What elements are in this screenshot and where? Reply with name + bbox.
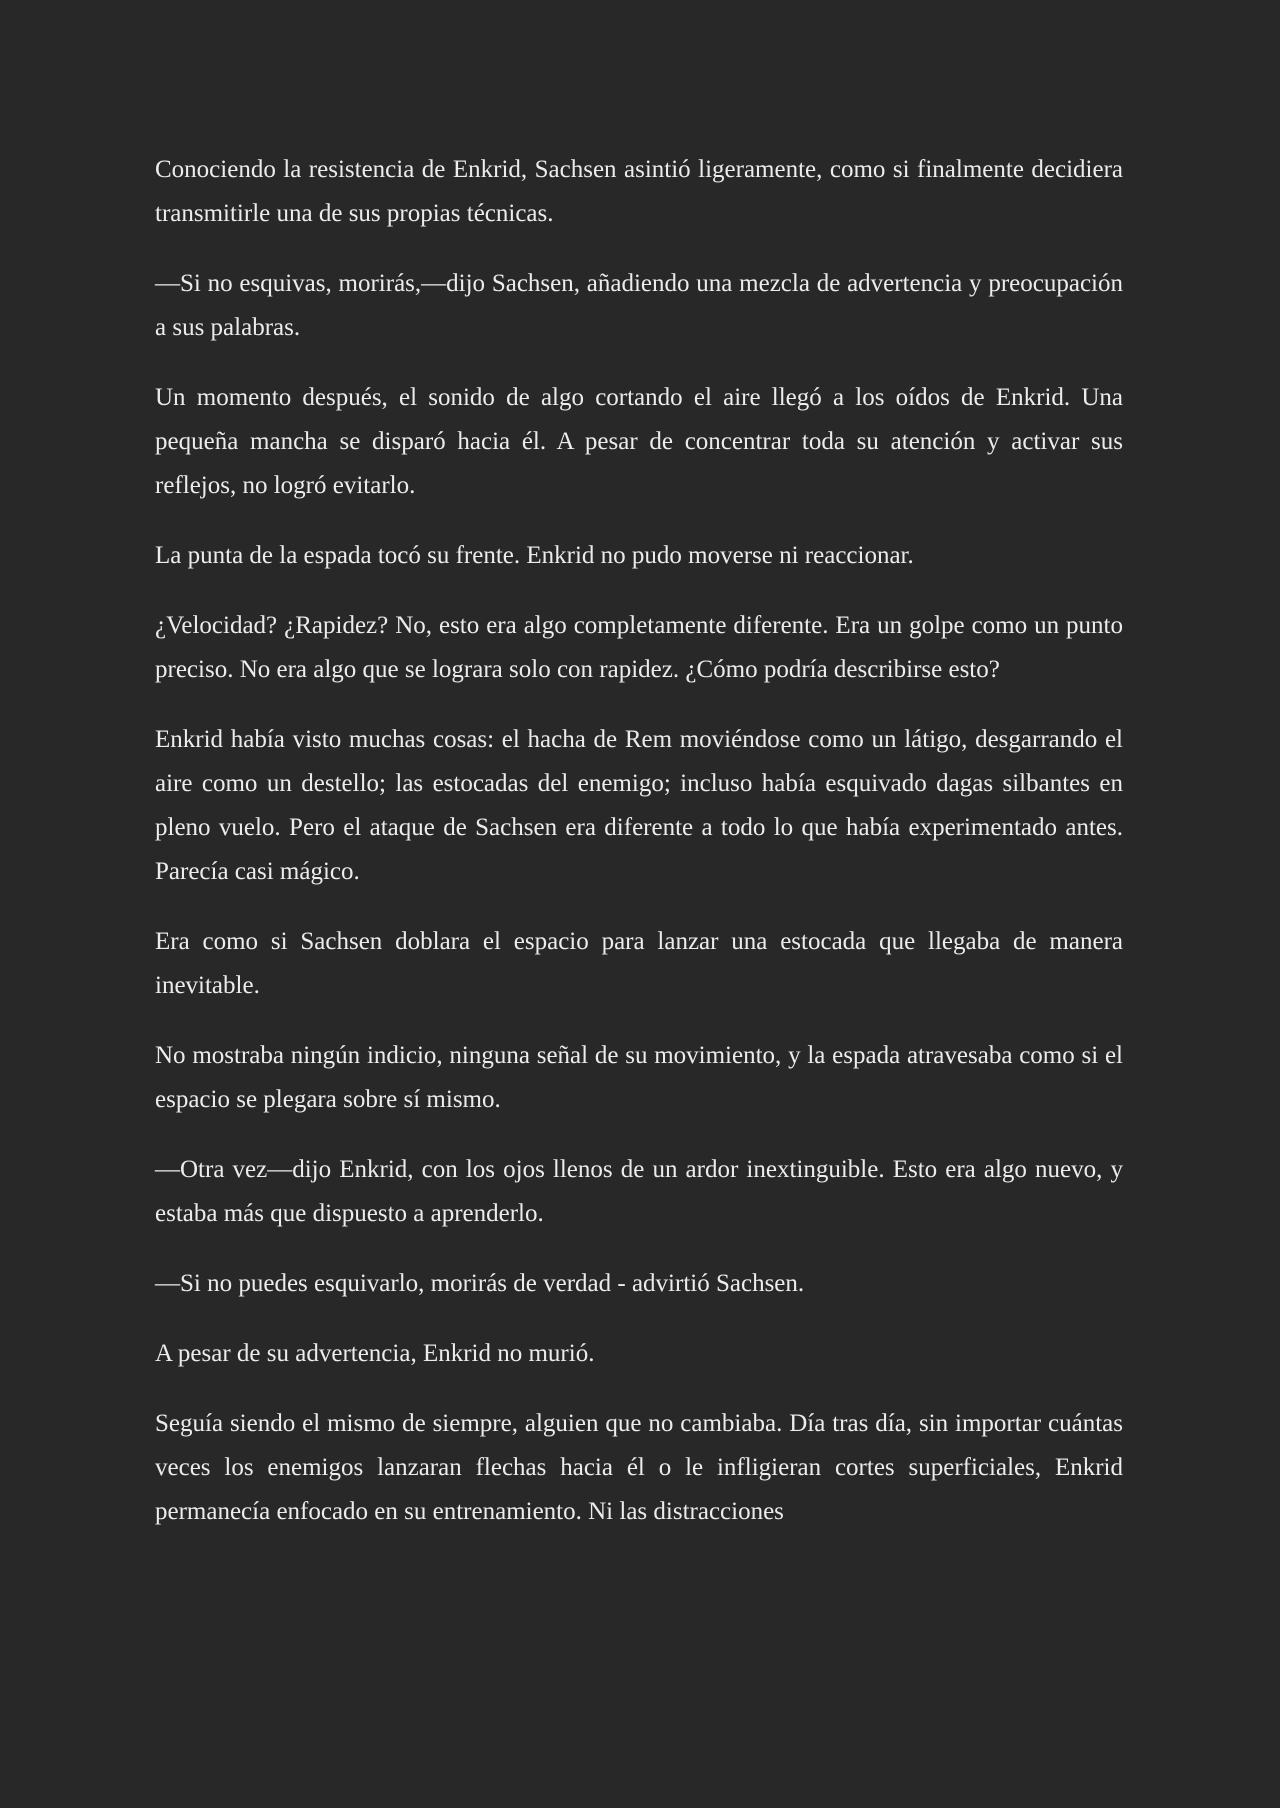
paragraph: Seguía siendo el mismo de siempre, alguien que no cambiaba. Día tras día, sin importar cuántas veces los enemigos lanzaran flechas hacia él o le infligieran cortes superficiales, Enkrid permanecía enfocado en su entrenamiento. Ni las distracciones <box>155 1410 1123 1525</box>
paragraph: A pesar de su advertencia, Enkrid no murió. <box>155 1340 595 1367</box>
paragraph: —Otra vez—dijo Enkrid, con los ojos llenos de un ardor inextinguible. Esto era algo nuevo, y estaba más que dispuesto a aprenderlo. <box>155 1156 1123 1227</box>
paragraph: Era como si Sachsen doblara el espacio para lanzar una estocada que llegaba de manera inevitable. <box>155 928 1123 999</box>
paragraph: Conociendo la resistencia de Enkrid, Sachsen asintió ligeramente, como si finalmente decidiera transmitirle una de sus propias técnicas. <box>155 156 1123 227</box>
paragraph: No mostraba ningún indicio, ninguna señal de su movimiento, y la espada atravesaba como si el espacio se plegara sobre sí mismo. <box>155 1042 1123 1113</box>
paragraph: Enkrid había visto muchas cosas: el hacha de Rem moviéndose como un látigo, desgarrando el aire como un destello; las estocadas del enemigo; incluso había esquivado dagas silbantes en pleno vuelo. Pero el ataque de Sachsen era diferente a todo lo que había experimentado antes. Parecía casi mágico. <box>155 726 1123 885</box>
paragraph: ¿Velocidad? ¿Rapidez? No, esto era algo completamente diferente. Era un golpe como un punto preciso. No era algo que se lograra solo con rapidez. ¿Cómo podría describirse esto? <box>155 612 1123 683</box>
paragraph: —Si no puedes esquivarlo, morirás de verdad - advirtió Sachsen. <box>155 1270 805 1297</box>
reader-content <box>155 148 1123 1560</box>
paragraph: —Si no esquivas, morirás,—dijo Sachsen, añadiendo una mezcla de advertencia y preocupación a sus palabras. <box>155 270 1123 341</box>
paragraph: La punta de la espada tocó su frente. Enkrid no pudo moverse ni reaccionar. <box>155 542 914 569</box>
paragraph: Un momento después, el sonido de algo cortando el aire llegó a los oídos de Enkrid. Una pequeña mancha se disparó hacia él. A pesar de concentrar toda su atención y activar sus reflejos, no logró evitarlo. <box>155 384 1123 499</box>
